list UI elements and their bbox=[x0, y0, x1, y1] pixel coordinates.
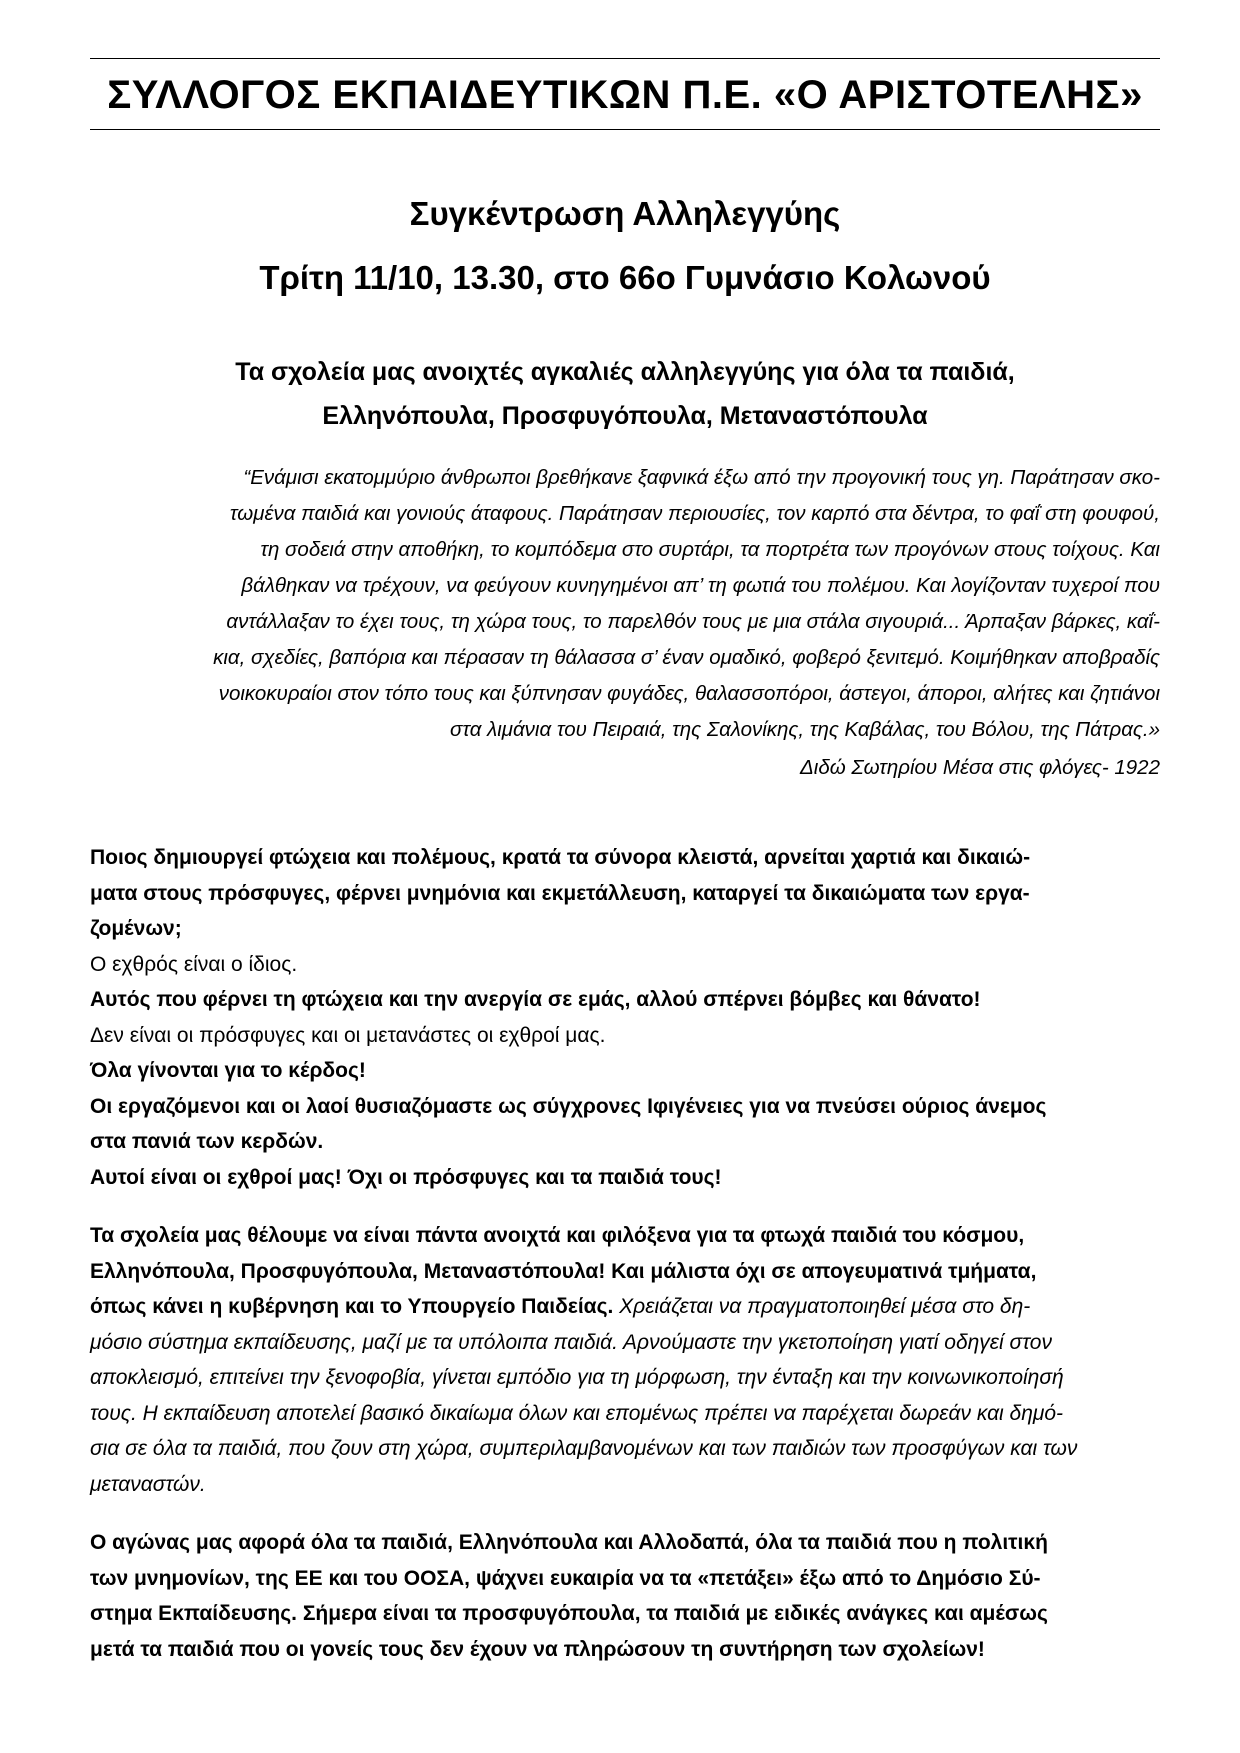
statement-line: Αυτοί είναι οι εχθροί μας! Όχι οι πρόσφυγες και τα παιδιά τους! bbox=[90, 1165, 722, 1189]
quote-line: “Ενάμισι εκατομμύριο άνθρωποι βρεθήκανε ξαφνικά έξω από την προγονική τους γη. Παράτησαν σκο- bbox=[243, 466, 1160, 489]
quote-line: τωμένα παιδιά και γονιούς άταφους. Παράτησαν περιουσίες, τον καρπό στα δέντρα, το φαΐ στη φουφού, bbox=[229, 502, 1160, 525]
quote-line: νοικοκυραίοι στον τόπο τους και ξύπνησαν φυγάδες, θαλασσοπόροι, άστεγοι, άποροι, αλήτες και ζητιάνοι bbox=[218, 682, 1160, 705]
event-title: Συγκέντρωση Αλληλεγγύης bbox=[409, 195, 841, 232]
paragraph-line: Τα σχολεία μας θέλουμε να είναι πάντα ανοιχτά και φιλόξενα για τα φτωχά παιδιά του κόσμου, bbox=[90, 1224, 1025, 1247]
quote-line: τη σοδειά στην αποθήκη, το κομπόδεμα στο συρτάρι, τα πορτρέτα των προγόνων στους τοίχους. Και bbox=[260, 538, 1160, 561]
subtitle-line-1: Τα σχολεία μας ανοιχτές αγκαλιές αλληλεγγύης για όλα τα παιδιά, bbox=[235, 358, 1015, 386]
event-heading bbox=[90, 182, 1160, 310]
question-line: ματα στους πρόσφυγες, φέρνει μνημόνια και εκμετάλλευση, καταργεί τα δικαιώματα των εργα- bbox=[90, 881, 1030, 905]
section-struggle bbox=[90, 1525, 1160, 1667]
statement-line: στα πανιά των κερδών. bbox=[90, 1130, 324, 1153]
paragraph-line: αποκλεισμό, επιτείνει την ξενοφοβία, γίνεται εμπόδιο για τη μόρφωση, την ένταξη και την κοινωνικοποίησή bbox=[90, 1366, 1064, 1389]
event-details: Τρίτη 11/10, 13.30, στο 66ο Γυμνάσιο Κολωνού bbox=[259, 259, 991, 296]
paragraph-line bbox=[90, 1289, 1160, 1325]
italic-text: Χρειάζεται να πραγματοποιηθεί μέσα στο δη- bbox=[613, 1295, 1031, 1318]
quote-attribution: Διδώ Σωτηρίου Μέσα στις φλόγες- 1922 bbox=[800, 756, 1160, 779]
bottom-rule bbox=[90, 129, 1160, 130]
paragraph-line: τους. Η εκπαίδευση αποτελεί βασικό δικαίωμα όλων και επομένως πρέπει να παρέχεται δωρεάν και δημό- bbox=[90, 1401, 1064, 1425]
paragraph-line: των μνημονίων, της ΕΕ και του ΟΟΣΑ, ψάχνει ευκαιρία να τα «πετάξει» έξω από το Δημόσιο Σύ- bbox=[90, 1566, 1041, 1590]
quote-line: στα λιμάνια του Πειραιά, της Σαλονίκης, της Καβάλας, του Βόλου, της Πάτρας.» bbox=[449, 718, 1160, 741]
flyer-page bbox=[90, 58, 1160, 1667]
paragraph-line: Ο αγώνας μας αφορά όλα τα παιδιά, Ελληνόπουλα και Αλλοδαπά, όλα τα παιδιά που η πολιτική bbox=[90, 1531, 1048, 1554]
section-schools bbox=[90, 1218, 1160, 1502]
paragraph-line: μεταναστών. bbox=[90, 1472, 206, 1496]
question-line: ζομένων; bbox=[90, 917, 182, 940]
paragraph-line: μόσιο σύστημα εκπαίδευσης, μαζί με τα υπόλοιπα παιδιά. Αρνούμαστε την γκετοποίηση γιατί οδηγεί στον bbox=[90, 1330, 1052, 1354]
subtitle-line-2: Ελληνόπουλα, Προσφυγόπουλα, Μεταναστόπουλα bbox=[322, 402, 928, 430]
statement-line: Δεν είναι οι πρόσφυγες και οι μετανάστες οι εχθροί μας. bbox=[90, 1023, 606, 1047]
literary-quote bbox=[90, 460, 1160, 748]
quote-line: κια, σχεδίες, βαπόρια και πέρασαν τη θάλασσα σ’ έναν ομαδικό, φοβερό ξενιτεμό. Κοιμήθηκαν αποβραδίς bbox=[213, 646, 1160, 669]
quote-line: βάλθηκαν να τρέχουν, να φεύγουν κυνηγημένοι απ’ τη φωτιά του πολέμου. Και λογίζονταν τυχεροί που bbox=[241, 574, 1160, 597]
statement-line: Ο εχθρός είναι ο ίδιος. bbox=[90, 952, 298, 976]
paragraph-line: μετά τα παιδιά που οι γονείς τους δεν έχουν να πληρώσουν τη συντήρηση των σχολείων! bbox=[90, 1637, 985, 1661]
paragraph-line: σια σε όλα τα παιδιά, που ζουν στη χώρα, συμπεριλαμβανομένων και των παιδιών των προσφύγων και των bbox=[90, 1437, 1078, 1460]
quote-line: αντάλλαξαν το έχει τους, τη χώρα τους, το παρελθόν τους με μια στάλα σιγουριά... Άρπαξαν βάρκες, καΐ- bbox=[226, 610, 1160, 633]
paragraph-line: στημα Εκπαίδευσης. Σήμερα είναι τα προσφυγόπουλα, τα παιδιά με ειδικές ανάγκες και αμέσως bbox=[90, 1602, 1048, 1625]
statement-line: Όλα γίνονται για το κέρδος! bbox=[90, 1059, 366, 1082]
organization-title: ΣΥΛΛΟΓΟΣ ΕΚΠΑΙΔΕΥΤΙΚΩΝ Π.Ε. «Ο ΑΡΙΣΤΟΤΕΛΗΣ» bbox=[107, 73, 1143, 117]
question-line: Ποιος δημιουργεί φτώχεια και πολέμους, κρατά τα σύνορα κλειστά, αρνείται χαρτιά και δικαιώ- bbox=[90, 846, 1031, 869]
statement-line: Οι εργαζόμενοι και οι λαοί θυσιαζόμαστε ως σύγχρονες Ιφιγένειες για να πνεύσει ούριος άνεμος bbox=[90, 1094, 1047, 1118]
section-enemy bbox=[90, 840, 1160, 1195]
paragraph-line: Ελληνόπουλα, Προσφυγόπουλα, Μεταναστόπουλα! Και μάλιστα όχι σε απογευματινά τμήματα, bbox=[90, 1259, 1037, 1283]
subtitle bbox=[90, 350, 1160, 438]
bold-text: όπως κάνει η κυβέρνηση και το Υπουργείο Παιδείας. bbox=[90, 1295, 614, 1318]
statement-line: Αυτός που φέρνει τη φτώχεια και την ανεργία σε εμάς, αλλού σπέρνει βόμβες και θάνατο! bbox=[90, 988, 981, 1011]
